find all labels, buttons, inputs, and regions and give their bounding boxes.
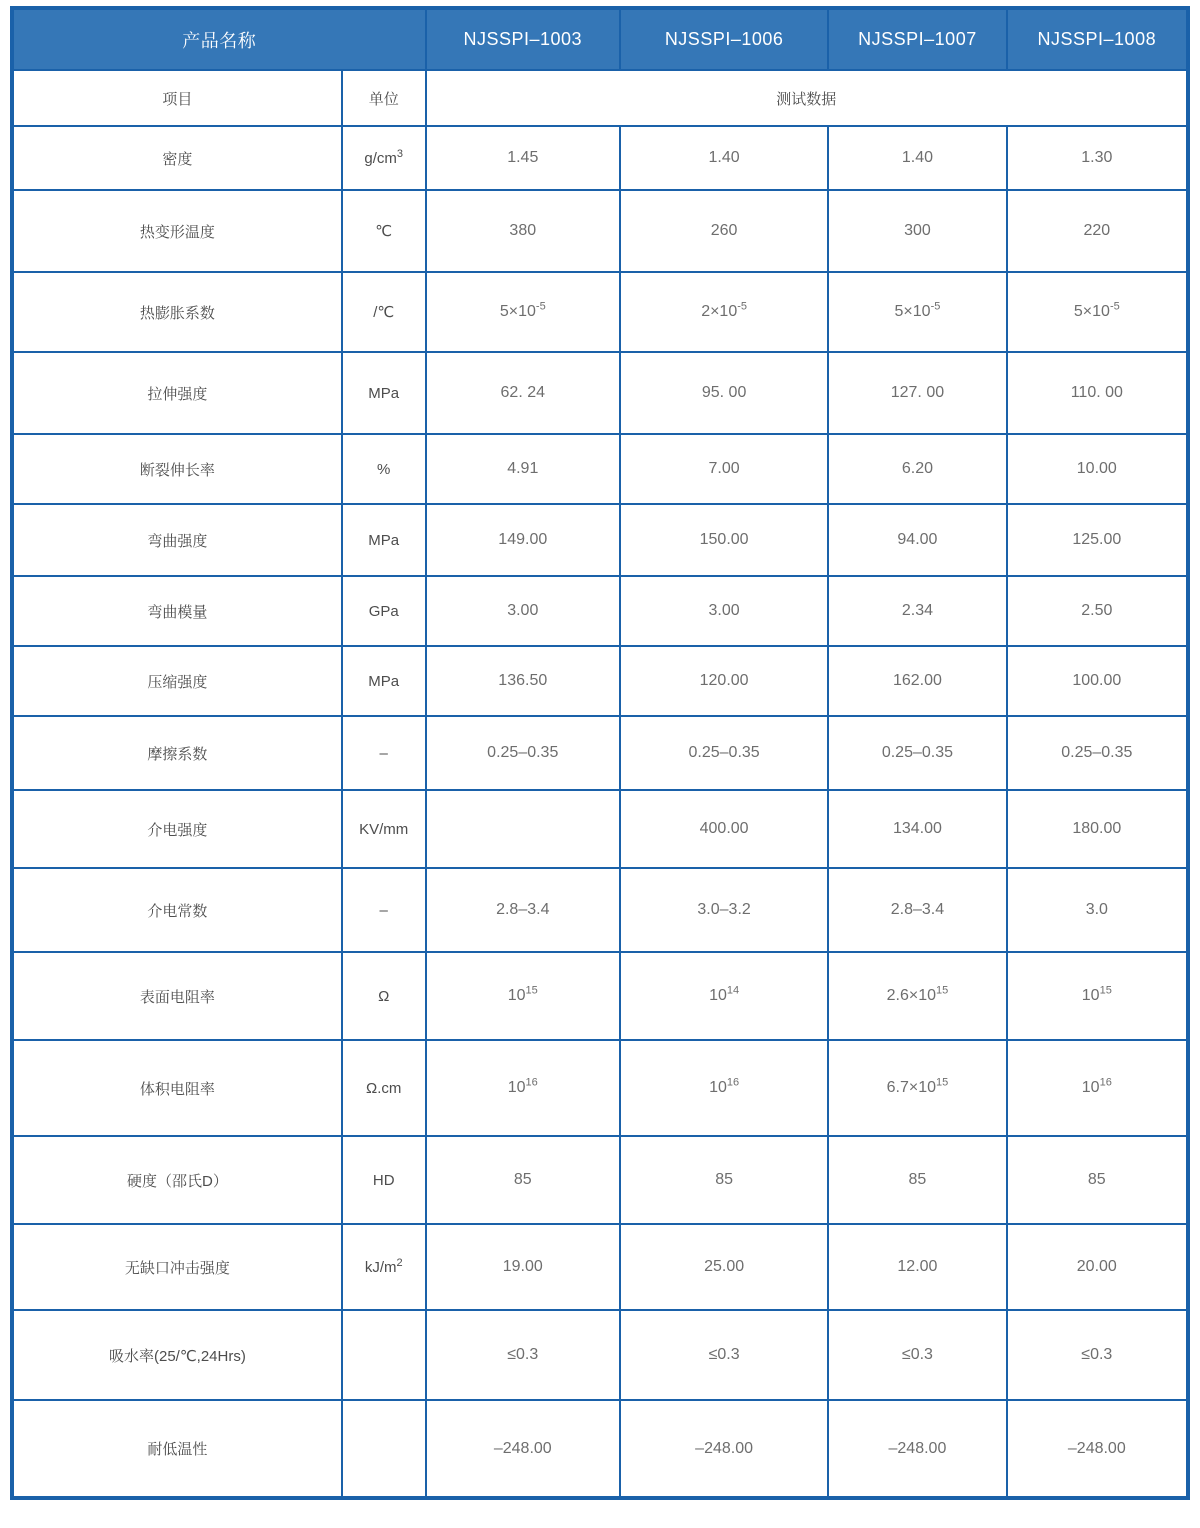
item-label: 耐低温性 — [12, 1400, 342, 1498]
value-cell: 19.00 — [426, 1224, 620, 1310]
value-cell: 3.0 — [1007, 868, 1188, 952]
value-cell: ≤0.3 — [426, 1310, 620, 1400]
table-row — [12, 1310, 1188, 1400]
value-cell: 162.00 — [828, 646, 1006, 716]
table-row — [12, 576, 1188, 646]
value-cell: 10.00 — [1007, 434, 1188, 504]
item-label: 摩擦系数 — [12, 716, 342, 790]
value-cell: 110. 00 — [1007, 352, 1188, 434]
table-row — [12, 790, 1188, 868]
value-cell: 85 — [620, 1136, 828, 1224]
item-label: 介电常数 — [12, 868, 342, 952]
item-label: 体积电阻率 — [12, 1040, 342, 1136]
item-label: 弯曲强度 — [12, 504, 342, 576]
unit-label: – — [342, 868, 426, 952]
value-cell: –248.00 — [426, 1400, 620, 1498]
value-cell: 149.00 — [426, 504, 620, 576]
item-label: 弯曲模量 — [12, 576, 342, 646]
table-row — [12, 868, 1188, 952]
product-column-header-1008: NJSSPI–1008 — [1007, 8, 1188, 70]
product-spec-table — [10, 6, 1190, 1500]
unit-label: ℃ — [342, 190, 426, 272]
item-label: 硬度（邵氏D） — [12, 1136, 342, 1224]
value-cell: 380 — [426, 190, 620, 272]
table-row — [12, 952, 1188, 1040]
value-cell: 1.40 — [620, 126, 828, 190]
table-row — [12, 646, 1188, 716]
value-cell: 0.25–0.35 — [1007, 716, 1188, 790]
value-cell: $2.6\times 10^{15}$ — [828, 952, 1006, 1040]
value-cell: 2.50 — [1007, 576, 1188, 646]
value-cell: 220 — [1007, 190, 1188, 272]
value-cell: 85 — [426, 1136, 620, 1224]
value-cell: $10^{16}$ — [1007, 1040, 1188, 1136]
value-cell: $5\times 10^{-5}$ — [1007, 272, 1188, 352]
table-row — [12, 434, 1188, 504]
value-cell: $5\times 10^{-5}$ — [426, 272, 620, 352]
product-column-header-1007: NJSSPI–1007 — [828, 8, 1006, 70]
value-cell: –248.00 — [1007, 1400, 1188, 1498]
value-cell: $10^{14}$ — [620, 952, 828, 1040]
value-cell: 25.00 — [620, 1224, 828, 1310]
table-row — [12, 272, 1188, 352]
item-label: 压缩强度 — [12, 646, 342, 716]
value-cell: 134.00 — [828, 790, 1006, 868]
value-cell: $10^{15}$ — [426, 952, 620, 1040]
value-cell: 6.20 — [828, 434, 1006, 504]
value-cell: $5\times 10^{-5}$ — [828, 272, 1006, 352]
unit-label: HD — [342, 1136, 426, 1224]
table-row — [12, 1040, 1188, 1136]
unit-label: – — [342, 716, 426, 790]
table-row — [12, 504, 1188, 576]
unit-label: Ω.cm — [342, 1040, 426, 1136]
unit-label: KV/mm — [342, 790, 426, 868]
table-row — [12, 1400, 1188, 1498]
value-cell: 0.25–0.35 — [828, 716, 1006, 790]
value-cell: $10^{15}$ — [1007, 952, 1188, 1040]
value-cell: 150.00 — [620, 504, 828, 576]
unit-label: $g/cm^3$ — [342, 126, 426, 190]
unit-label: % — [342, 434, 426, 504]
value-cell: 20.00 — [1007, 1224, 1188, 1310]
item-label: 断裂伸长率 — [12, 434, 342, 504]
value-cell: 2.8–3.4 — [828, 868, 1006, 952]
unit-label: GPa — [342, 576, 426, 646]
table-row — [12, 352, 1188, 434]
value-cell: 300 — [828, 190, 1006, 272]
value-cell: $10^{16}$ — [426, 1040, 620, 1136]
unit-label: MPa — [342, 646, 426, 716]
unit-label: MPa — [342, 504, 426, 576]
item-label: 吸水率(25/℃,24Hrs) — [12, 1310, 342, 1400]
item-label: 表面电阻率 — [12, 952, 342, 1040]
item-label: 介电强度 — [12, 790, 342, 868]
value-cell: 62. 24 — [426, 352, 620, 434]
test-data-header: 测试数据 — [426, 70, 1188, 126]
item-column-header: 项目 — [12, 70, 342, 126]
value-cell: $2\times 10^{-5}$ — [620, 272, 828, 352]
value-cell: 94.00 — [828, 504, 1006, 576]
unit-label — [342, 1310, 426, 1400]
value-cell: 120.00 — [620, 646, 828, 716]
value-cell: 0.25–0.35 — [426, 716, 620, 790]
value-cell: 95. 00 — [620, 352, 828, 434]
product-column-header-1003: NJSSPI–1003 — [426, 8, 620, 70]
value-cell: 85 — [828, 1136, 1006, 1224]
value-cell: 3.00 — [426, 576, 620, 646]
item-label: 无缺口冲击强度 — [12, 1224, 342, 1310]
value-cell: 4.91 — [426, 434, 620, 504]
table-row — [12, 1224, 1188, 1310]
value-cell: 1.45 — [426, 126, 620, 190]
value-cell: 3.00 — [620, 576, 828, 646]
value-cell: 180.00 — [1007, 790, 1188, 868]
value-cell: ≤0.3 — [1007, 1310, 1188, 1400]
value-cell: ≤0.3 — [828, 1310, 1006, 1400]
unit-label: $kJ/m^2$ — [342, 1224, 426, 1310]
unit-column-header: 单位 — [342, 70, 426, 126]
value-cell: 2.34 — [828, 576, 1006, 646]
product-column-header-1006: NJSSPI–1006 — [620, 8, 828, 70]
table-row — [12, 190, 1188, 272]
value-cell: ≤0.3 — [620, 1310, 828, 1400]
value-cell: 85 — [1007, 1136, 1188, 1224]
value-cell: 125.00 — [1007, 504, 1188, 576]
table-body — [12, 126, 1188, 1498]
table-header-row — [12, 8, 1188, 70]
value-cell: 2.8–3.4 — [426, 868, 620, 952]
unit-label: MPa — [342, 352, 426, 434]
product-name-header: 产品名称 — [12, 8, 426, 70]
value-cell: 0.25–0.35 — [620, 716, 828, 790]
value-cell: 12.00 — [828, 1224, 1006, 1310]
value-cell: 260 — [620, 190, 828, 272]
table-row — [12, 716, 1188, 790]
table-row — [12, 126, 1188, 190]
unit-label: /℃ — [342, 272, 426, 352]
table-row — [12, 1136, 1188, 1224]
table-subheader-row — [12, 70, 1188, 126]
value-cell: 7.00 — [620, 434, 828, 504]
item-label: 热变形温度 — [12, 190, 342, 272]
value-cell: $6.7\times 10^{15}$ — [828, 1040, 1006, 1136]
value-cell: –248.00 — [620, 1400, 828, 1498]
value-cell: 400.00 — [620, 790, 828, 868]
unit-label — [342, 1400, 426, 1498]
value-cell: 1.40 — [828, 126, 1006, 190]
item-label: 密度 — [12, 126, 342, 190]
value-cell: 100.00 — [1007, 646, 1188, 716]
unit-label: Ω — [342, 952, 426, 1040]
item-label: 拉伸强度 — [12, 352, 342, 434]
value-cell: 1.30 — [1007, 126, 1188, 190]
value-cell — [426, 790, 620, 868]
value-cell: 3.0–3.2 — [620, 868, 828, 952]
value-cell: 127. 00 — [828, 352, 1006, 434]
value-cell: 136.50 — [426, 646, 620, 716]
value-cell: $10^{16}$ — [620, 1040, 828, 1136]
item-label: 热膨胀系数 — [12, 272, 342, 352]
value-cell: –248.00 — [828, 1400, 1006, 1498]
